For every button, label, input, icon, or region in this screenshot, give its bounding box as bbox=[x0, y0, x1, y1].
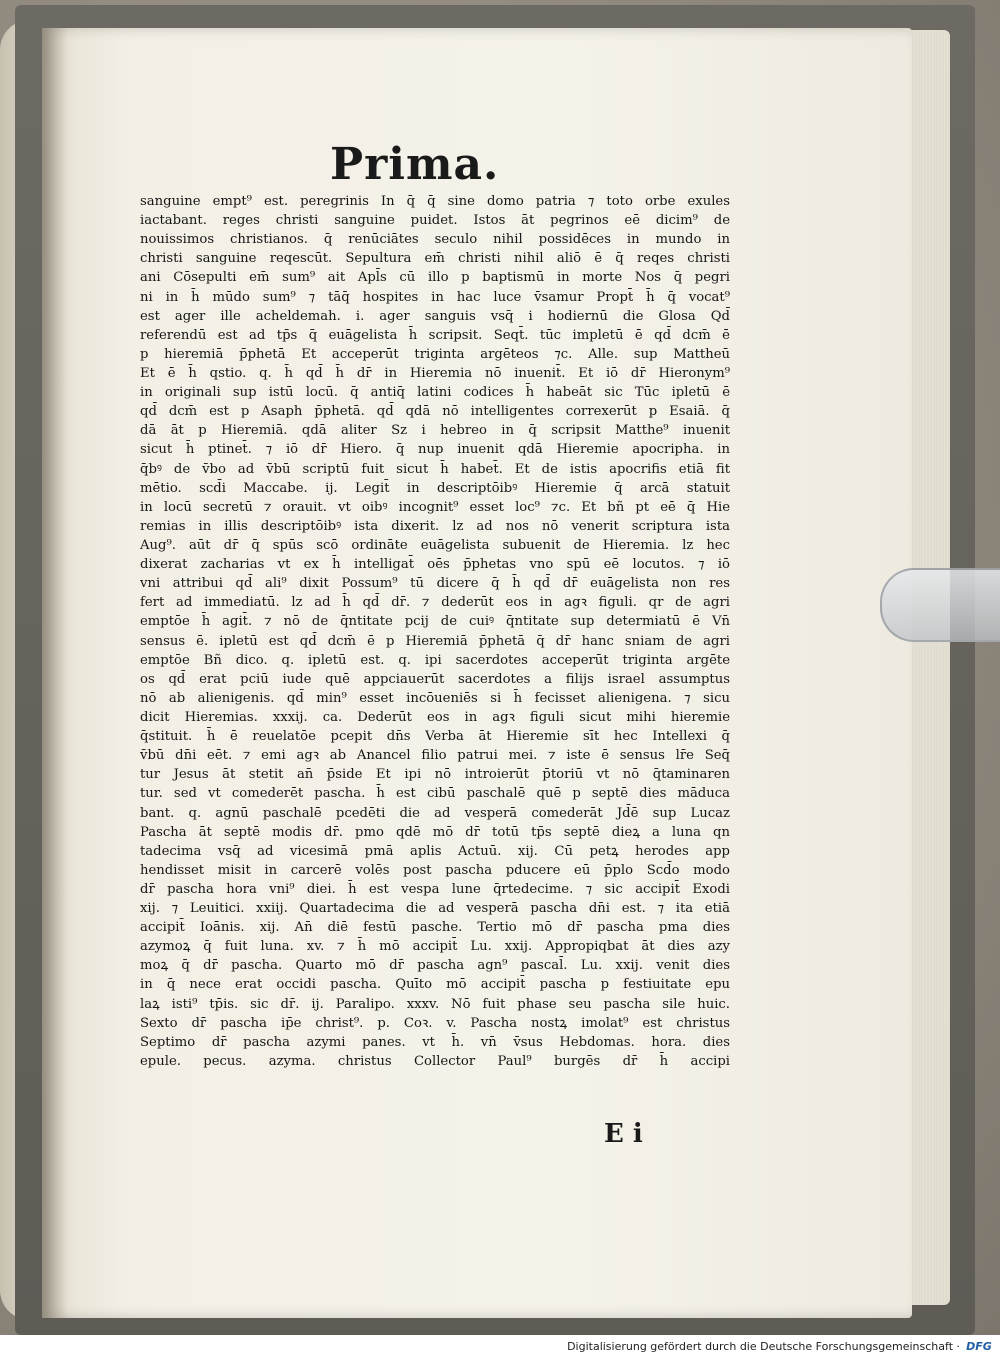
text-line: Et ē h̄ qstio. q. h̄ qd̄ h̄ dr̄ in Hieremia nō inuenit̄. Et iō dr̄ Hieronym⁹ bbox=[140, 365, 730, 381]
page-heading: Prima. bbox=[330, 139, 500, 190]
text-line: tur. sed vt comederēt pascha. h̄ est cibū paschalē quē p septē dies māduca bbox=[140, 786, 730, 802]
text-line: mētio. scd̄i Maccabe. ij. Legit̄ in descriptōibꝰ Hieremie q̄ arcā statuit bbox=[140, 480, 730, 496]
text-line: tur Jesus āt stetit an̄ p̄side Et ipi nō introierūt p̄toriū vt nō q̄taminaren bbox=[140, 767, 730, 783]
footer-bar bbox=[0, 1335, 1000, 1359]
text-line: q̄bꝰ de v̄bo ad v̄bū scriptū fuit sicut h̄ habet̄. Et de istis apocrifis etiā fit bbox=[140, 461, 730, 477]
text-line: sicut h̄ ptinet̄. ⁊ iō dr̄ Hiero. q̄ nup inuenit qdā Hieremie apocripha. in bbox=[140, 442, 730, 458]
text-line: azymoꝝ q̄ fuit luna. xv. ⁊ h̄ mō accipit̄ Lu. xxij. Appropiqbat āt dies azy bbox=[140, 939, 730, 955]
text-line: hendisset misit in carcerē volēs post pascha pducere eū p̄plo Scd̄o modo bbox=[140, 862, 730, 878]
text-line: sanguine empt⁹ est. peregrinis In q̄ q̄ sine domo patria ⁊ toto orbe exules bbox=[140, 194, 730, 209]
text-line: est ager ille acheldemah. i. ager sanguis vsq̄ i hodiernū die Glosa Qd̄ bbox=[140, 308, 730, 324]
text-line: iactabant. reges christi sanguine puidet. Istos āt pegrinos eē dicim⁹ de bbox=[140, 213, 730, 229]
text-line: Pascha āt septē modis dr̄. pmo qdē mō dr̄ totū tp̄s septē dieꝝ a luna qn bbox=[140, 824, 730, 840]
funding-credit: Digitalisierung gefördert durch die Deutsche Forschungsgemeinschaft · bbox=[567, 1340, 960, 1353]
text-line: dā āt p Hieremiā. qdā aliter Sz i hebreo in q̄ scripsit Matthe⁹ inuenit bbox=[140, 423, 730, 439]
text-line: dixerat zacharias vt ex h̄ intelligat̄ oēs p̄phetas vno spū eē locutos. ⁊ iō bbox=[140, 557, 730, 573]
text-column bbox=[140, 192, 730, 1071]
text-line: laꝝ isti⁹ tp̄is. sic dr̄. ij. Paralipo. xxxv. Nō fuit phase seu pascha sile huic. bbox=[140, 996, 730, 1012]
text-line: tadecima vsq̄ ad vicesimā pmā aplis Actuū. xij. Cū petꝝ herodes app bbox=[140, 843, 730, 859]
text-line: in q̄ nece erat occidi pascha. Quīto mō accipit̄ pascha p festiuitate epu bbox=[140, 977, 730, 993]
catchword: E i bbox=[604, 1119, 643, 1149]
text-line: ani Cōsepulti em̄ sum⁹ ait Apl̄s cū illo p baptismū in morte Nos q̄ pegri bbox=[140, 270, 730, 286]
text-line: referendū est ad tp̄s q̄ euāgelista h̄ scripsit. Seqt̄. tūc impletū ē qd̄ dcm̄ ē bbox=[140, 327, 730, 343]
text-line: vni attribui qd̄ ali⁹ dixit Possum⁹ tū dicere q̄ h̄ qd̄ dr̄ euāgelista non res bbox=[140, 576, 730, 592]
text-line: os qd̄ erat pciū iude quē appciauerūt sacerdotes a filijs israel assumptus bbox=[140, 671, 730, 687]
text-line: dr̄ pascha hora vni⁹ diei. h̄ est vespa lune q̄rtedecime. ⁊ sic accipit̄ Exodi bbox=[140, 881, 730, 897]
text-line: Aug⁹. aūt dr̄ q̄ spūs scō ordināte euāgelista subuenit de Hieremia. lz hec bbox=[140, 537, 730, 553]
text-line: nō ab alienigenis. qd̄ min⁹ esset incōueniēs si h̄ fecisset alienigena. ⁊ sicu bbox=[140, 690, 730, 706]
text-line: epule. pecus. azyma. christus Collector Paul⁹ burgēs dr̄ h̄ accipi bbox=[140, 1053, 730, 1069]
text-line: christi sanguine reqescūt. Sepultura em̄ christi nihil aliō ē q̄ reqes christi bbox=[140, 251, 730, 267]
text-line: Sexto dr̄ pascha ip̄e christ⁹. p. Coꝛ. v. Pascha nostꝝ imolat⁹ est christus bbox=[140, 1015, 730, 1031]
text-line: dicit Hieremias. xxxij. ca. Dederūt eos in agꝛ figuli sicut mihi hieremie bbox=[140, 709, 730, 725]
text-line: v̄bū dn̄i eēt. ⁊ emi agꝛ ab Anancel filio patrui mei. ⁊ iste ē sensus lr̄e Seq̄ bbox=[140, 748, 730, 764]
text-line: accipit̄ Ioānis. xij. An̄ diē festū pasche. Tertio mō dr̄ pascha pma dies bbox=[140, 920, 730, 936]
text-line: p hieremiā p̄phetā Et acceperūt triginta argēteos ⁊c. Alle. sup Mattheū bbox=[140, 346, 730, 362]
text-line: q̄stituit. h̄ ē reuelatōe pcepit dn̄s Verba āt Hieremie sīt hec Intellexi q̄ bbox=[140, 729, 730, 745]
text-line: remias in illis descriptōibꝰ ista dixerit. lz ad nos nō venerit scriptura ista bbox=[140, 518, 730, 534]
text-line: moꝝ q̄ dr̄ pascha. Quarto mō dr̄ pascha agn⁹ pascal̄. Lu. xxij. venit dies bbox=[140, 958, 730, 974]
dfg-logo: DFG bbox=[966, 1340, 992, 1353]
page-gutter-shadow bbox=[42, 28, 68, 1318]
text-line: emptōe Bñ dico. q. ipletū est. q. ipi sacerdotes acceperūt triginta argēte bbox=[140, 652, 730, 668]
text-line: ni in h̄ mūdo sum⁹ ⁊ tāq̄ hospites in hac luce v̄samur Propt̄ h̄ q̄ vocat⁹ bbox=[140, 289, 730, 305]
text-line: qd̄ dcm̄ est p Asaph p̄phetā. qd̄ qdā nō intelligentes correxerūt p Esaiā. q̄ bbox=[140, 404, 730, 420]
text-line: bant. q. agnū paschalē pcedēti die ad vesperā comederāt Jd̄ē sup Lucaz bbox=[140, 805, 730, 821]
text-line: in locū secretū ⁊ orauit. vt oibꝰ incognit⁹ esset loc⁹ ⁊c. Et bñ pt eē q̄ Hie bbox=[140, 499, 730, 515]
text-line: sensus ē. ipletū est qd̄ dcm̄ ē p Hieremiā p̄phetā q̄ dr̄ hanc sniam de agri bbox=[140, 633, 730, 649]
text-line: xij. ⁊ Leuitici. xxiij. Quartadecima die ad vesperā pascha dn̄i est. ⁊ ita etiā bbox=[140, 901, 730, 917]
page-clip bbox=[880, 568, 1000, 642]
text-line: emptōe h̄ agit̄. ⁊ nō de q̄ntitate pcij de cuiꝰ q̄ntitate sup determiatū ē Vn̄ bbox=[140, 614, 730, 630]
text-line: in originali sup istū locū. q̄ antiq̄ latini codices h̄ habeāt sic Tūc ipletū ē bbox=[140, 385, 730, 401]
text-line: Septimo dr̄ pascha azymi panes. vt h̄. vn̄ v̄sus Hebdomas. hora. dies bbox=[140, 1034, 730, 1050]
text-line: fert ad immediatū. lz ad h̄ qd̄ dr̄. ⁊ dederūt eos in agꝛ figuli. qr de agri bbox=[140, 595, 730, 611]
text-line: nouissimos christianos. q̄ renūciātes seculo nihil possidēces in mundo in bbox=[140, 232, 730, 248]
